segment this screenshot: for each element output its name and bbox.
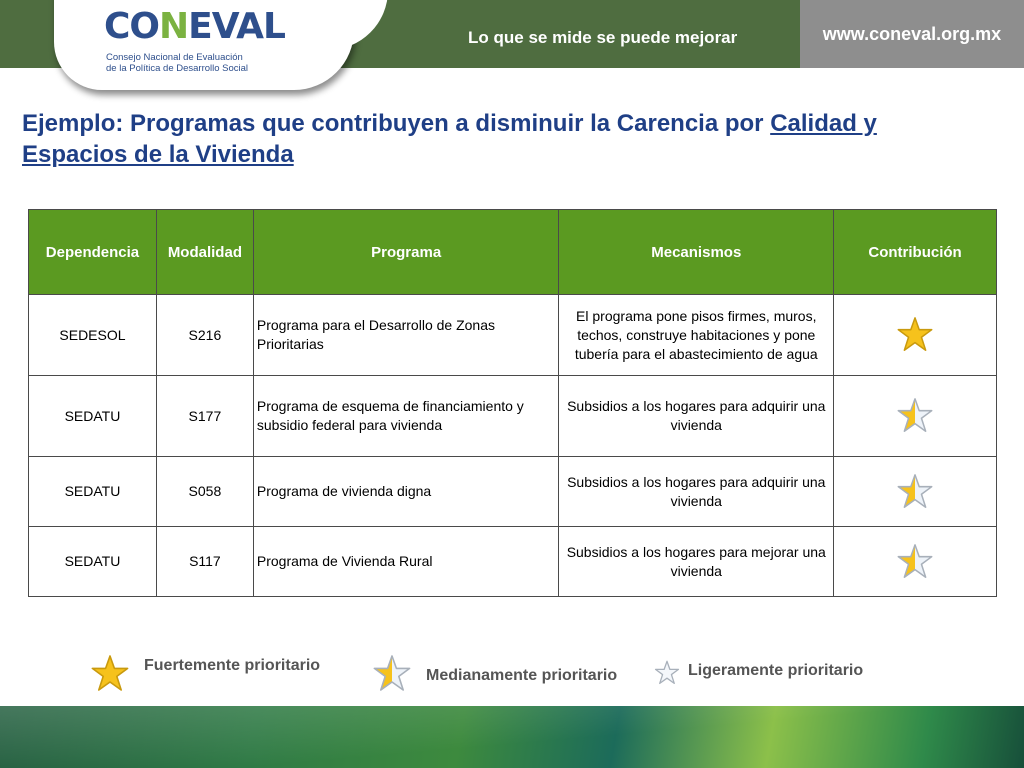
cell-programa: Programa de esquema de financiamiento y subsidio federal para vivienda	[253, 376, 559, 457]
empty-star-icon	[654, 660, 680, 686]
cell-dependencia: SEDESOL	[29, 295, 157, 376]
cell-dependencia: SEDATU	[29, 376, 157, 457]
programs-table	[28, 209, 997, 597]
coneval-logo: CONEVAL	[104, 6, 285, 47]
table-row	[29, 295, 997, 376]
legend-media: Medianamente prioritario	[372, 654, 617, 694]
half-star-icon	[896, 397, 934, 435]
website-url[interactable]: www.coneval.org.mx	[800, 0, 1024, 68]
cell-programa: Programa de vivienda digna	[253, 457, 559, 527]
logo-subtitle: Consejo Nacional de Evaluación de la Política de Desarrollo Social	[106, 52, 249, 74]
cell-modalidad: S058	[156, 457, 253, 527]
legend-ligera: Ligeramente prioritario	[654, 660, 863, 686]
slogan: Lo que se mide se puede mejorar	[468, 28, 738, 47]
full-star-icon	[896, 316, 934, 354]
cell-mecanismos: Subsidios a los hogares para adquirir una vivienda	[559, 457, 834, 527]
table-row	[29, 376, 997, 457]
cell-mecanismos: El programa pone pisos firmes, muros, techos, construye habitaciones y pone tubería para el abastecimiento de agua	[559, 295, 834, 376]
cell-programa: Programa de Vivienda Rural	[253, 527, 559, 597]
cell-contribucion	[834, 295, 997, 376]
cell-programa: Programa para el Desarrollo de Zonas Prioritarias	[253, 295, 559, 376]
column-header-mecanismos: Mecanismos	[559, 210, 834, 295]
cell-dependencia: SEDATU	[29, 457, 157, 527]
table-header-row	[29, 210, 997, 295]
table-row	[29, 457, 997, 527]
page-title: Ejemplo: Programas que contribuyen a disminuir la Carencia por Calidad y Espacios de la Vivienda	[22, 110, 877, 168]
column-header-programa: Programa	[253, 210, 559, 295]
column-header-modalidad: Modalidad	[156, 210, 253, 295]
cell-contribucion	[834, 376, 997, 457]
half-star-icon	[896, 543, 934, 581]
column-header-contribucion: Contribución	[834, 210, 997, 295]
cell-dependencia: SEDATU	[29, 527, 157, 597]
table-row	[29, 527, 997, 597]
half-star-icon	[896, 473, 934, 511]
cell-modalidad: S117	[156, 527, 253, 597]
cell-modalidad: S177	[156, 376, 253, 457]
column-header-dependencia: Dependencia	[29, 210, 157, 295]
footer-band	[0, 706, 1024, 768]
cell-mecanismos: Subsidios a los hogares para adquirir una vivienda	[559, 376, 834, 457]
half-star-icon	[372, 654, 412, 694]
cell-mecanismos: Subsidios a los hogares para mejorar una vivienda	[559, 527, 834, 597]
title-link: Calidad y Espacios de la Vivienda	[22, 110, 877, 168]
cell-contribucion	[834, 527, 997, 597]
cell-contribucion	[834, 457, 997, 527]
full-star-icon	[90, 654, 130, 694]
legend-fuerte: Fuertemente prioritario	[90, 654, 320, 694]
cell-modalidad: S216	[156, 295, 253, 376]
